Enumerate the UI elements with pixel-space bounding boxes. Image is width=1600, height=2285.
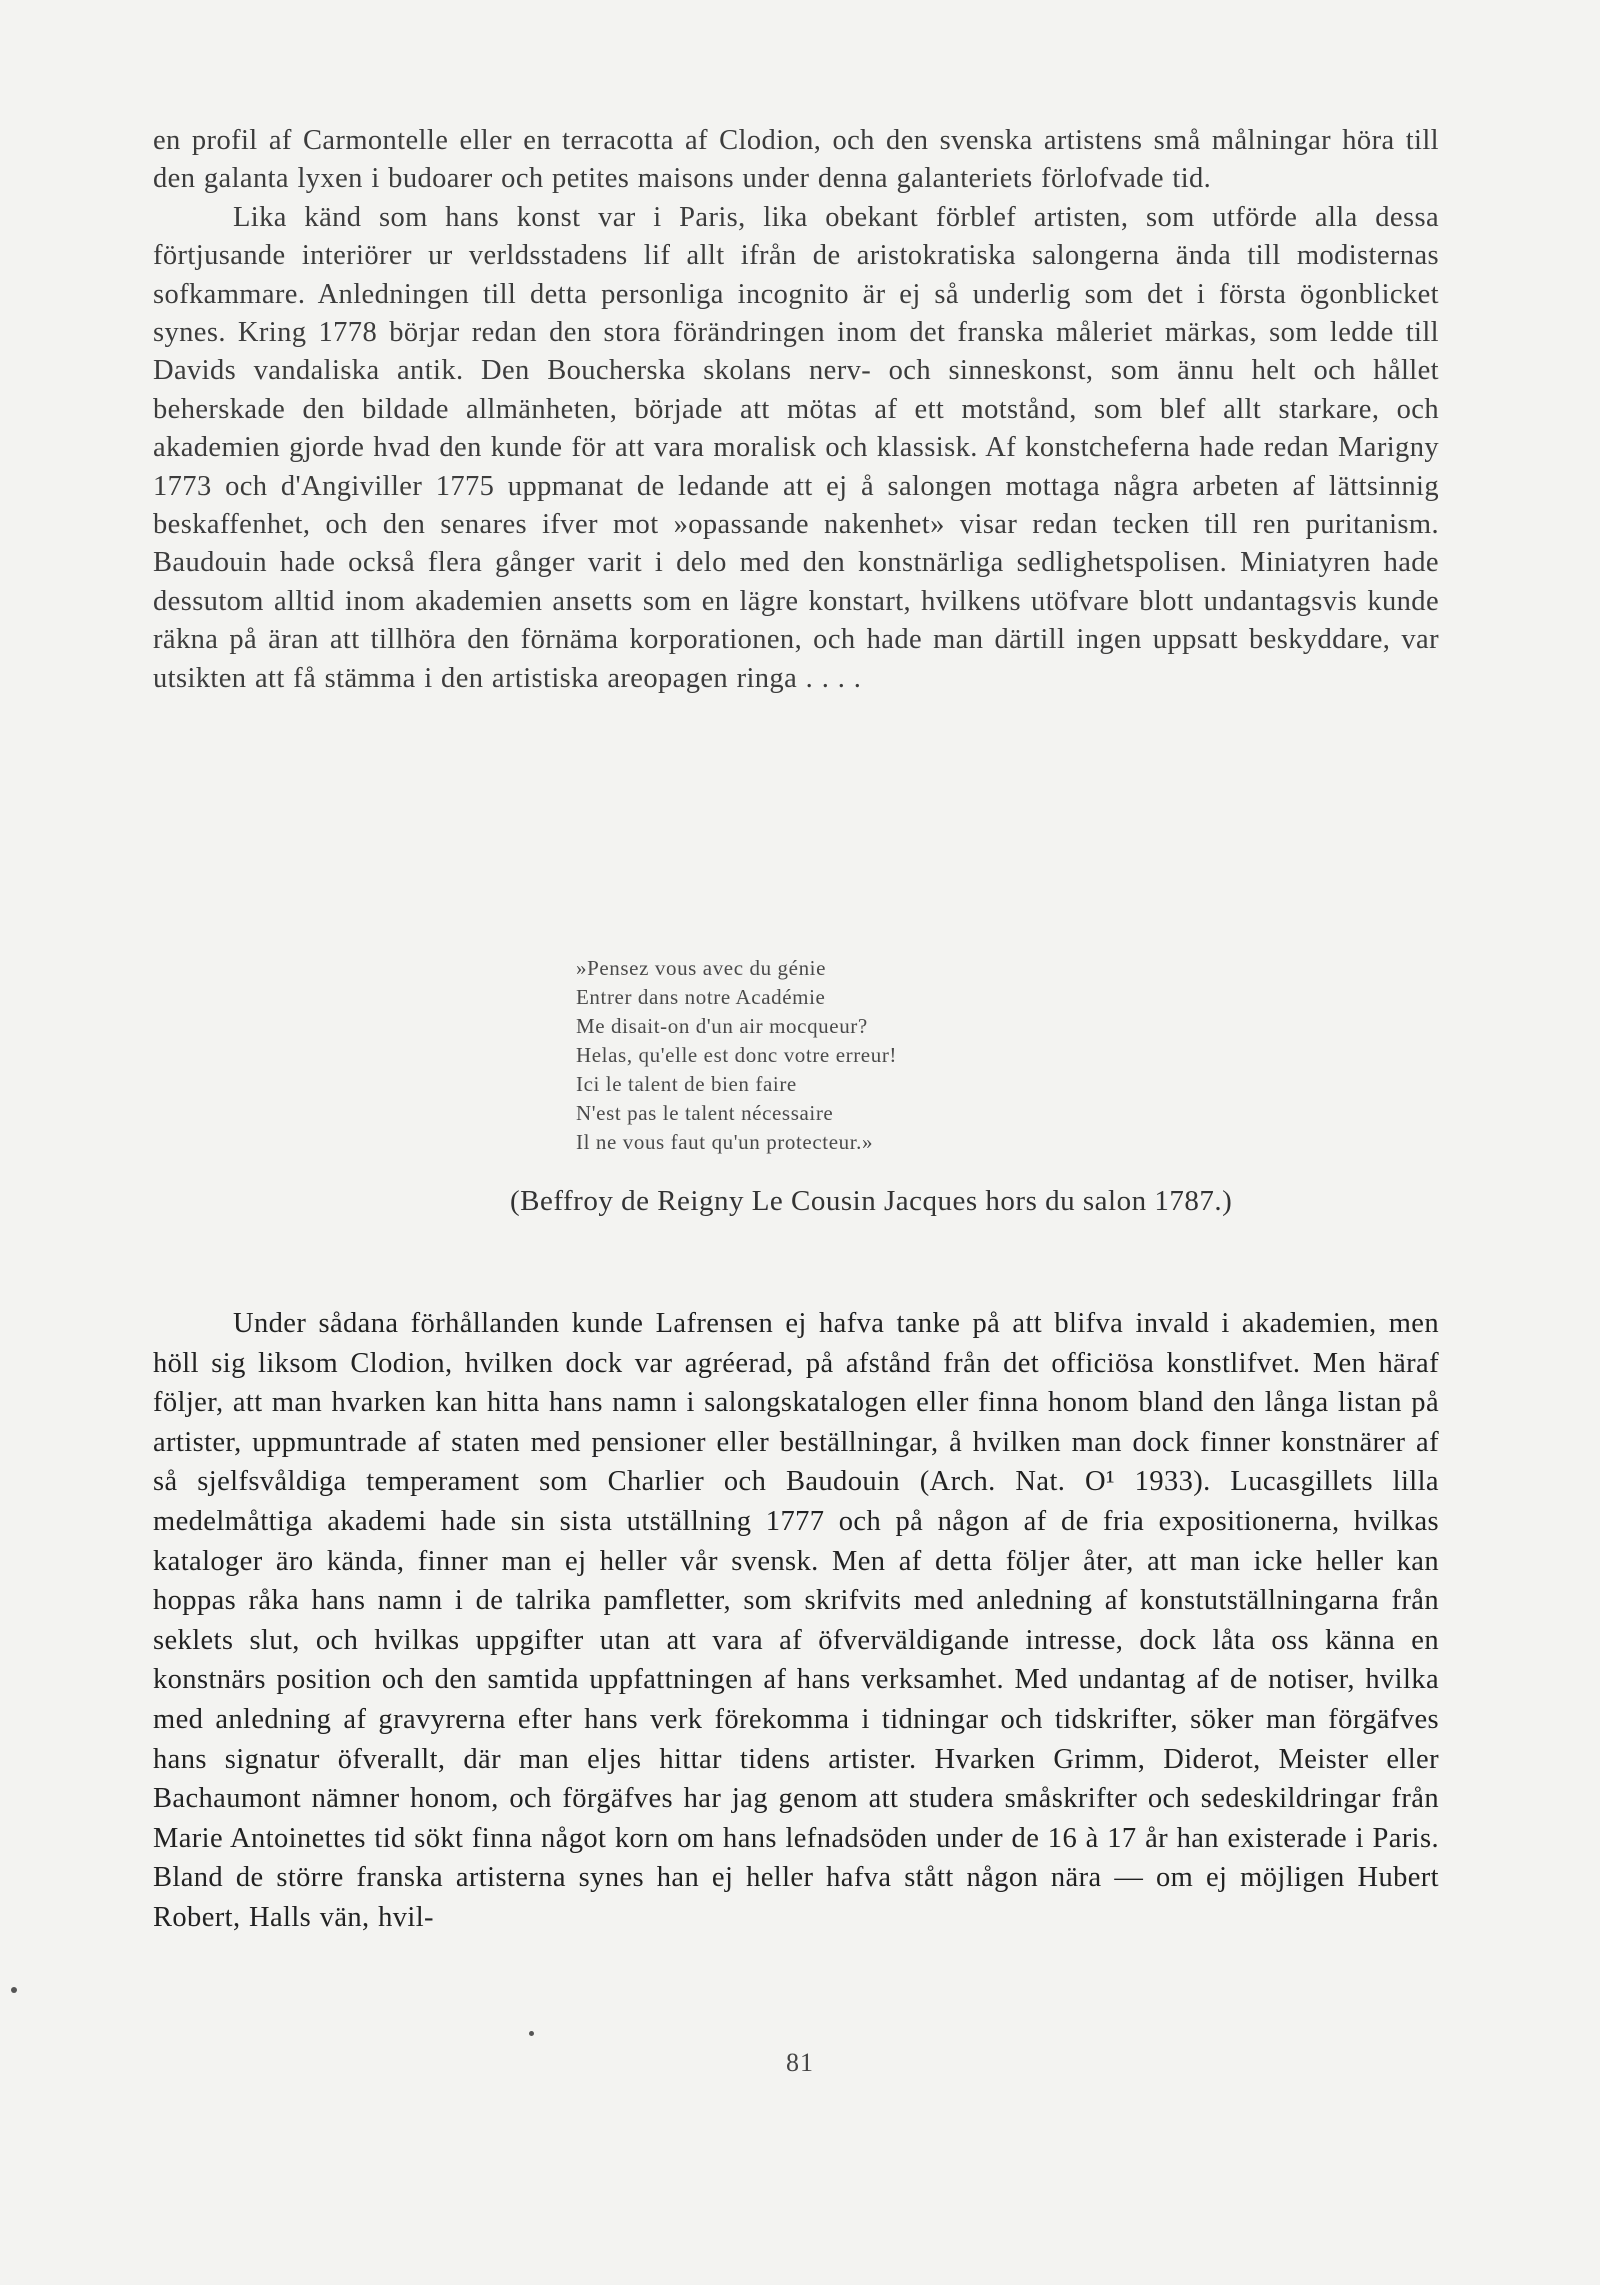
scan-speck xyxy=(529,2031,534,2036)
quoted-poem xyxy=(576,954,897,1157)
second-section xyxy=(153,1304,1439,1938)
page-content xyxy=(153,122,1439,1933)
paragraph-carryover: en profil af Carmontelle eller en terracotta af Clodion, och den svenska artistens små målningar höra till den galanta lyxen i budoarer och petites maisons under denna galanteriets förlofvade tid. xyxy=(153,125,1439,195)
poem-line: Me disait-on d'un air mocqueur? xyxy=(576,1014,868,1038)
poem-line: Il ne vous faut qu'un protecteur.» xyxy=(576,1130,874,1154)
poem-line: »Pensez vous avec du génie xyxy=(576,956,827,980)
paragraph-under-sadana: Under sådana förhållanden kunde Lafrensen ej hafva tanke på att blifva invald i akademien, men höll sig liksom Clodion, hvilken dock var agréerad, på afstånd från det officiösa konstlifvet. Men häraf följer, att man hvarken kan hitta hans namn i salongskatalogen eller finna honom bland den långa listan på artister, uppmuntrade af staten med pensioner eller beställningar, å hvilken man dock finner konstnärer af så sjelfsvåldiga temperament som Charlier och Baudouin (Arch. Nat. O¹ 1933). Lucasgillets lilla medelmåttiga akademi hade sin sista utställning 1777 och på någon af de fria expositionerna, hvilkas kataloger äro kända, finner man ej heller vår svensk. Men af detta följer åter, att man icke heller kan hoppas råka hans namn i de talrika pamfletter, som skrifvits med anledning af konstutställningarna från seklets slut, och hvilkas uppgifter utan att vara af öfverväldigande intresse, dock låta oss känna en konstnärs position och den samtida uppfattningen af hans verksamhet. Med undantag af de notiser, hvilka med anledning af gravyrerna efter hans verk förekomma i tidningar och tidskrifter, söker man förgäfves hans signatur öfverallt, där man eljes hittar tidens artister. Hvarken Grimm, Diderot, Meister eller Bachaumont nämner honom, och förgäfves har jag genom att studera småskrifter och sedeskildringar från Marie Antoinettes tid sökt finna något korn om hans lefnadsöden under de 16 à 17 år han existerade i Paris. Bland de större franska artisterna synes han ej heller hafva stått någon nära — om ej möjligen Hubert Robert, Halls vän, hvil- xyxy=(153,1308,1439,1933)
poem-line: Helas, qu'elle est donc votre erreur! xyxy=(576,1043,898,1067)
poem-attribution: (Beffroy de Reigny Le Cousin Jacques hors du salon 1787.) xyxy=(510,1185,1233,1217)
paragraph-lika-kand: Lika känd som hans konst var i Paris, lika obekant förblef artisten, som utförde alla dessa förtjusande interiörer ur verldsstadens lif allt ifrån de aristokratiska salongerna ända till modisternas sofkammare. Anledningen till detta personliga incognito är ej så underlig som det i första ögonblicket synes. Kring 1778 börjar redan den stora förändringen inom det franska måleriet märkas, som ledde till Davids vandaliska antik. Den Boucherska skolans nerv- och sinneskonst, som ännu helt och hållet beherskade den bildade allmänheten, började att mötas af ett motstånd, som blef allt starkare, och akademien gjorde hvad den kunde för att vara moralisk och klassisk. Af konstcheferna hade redan Marigny 1773 och d'Angiviller 1775 uppmanat de ledande att ej å salongen mottaga några arbeten af lättsinnig beskaffenhet, och den senares ifver mot »opassande nakenhet» visar redan tecken till ren puritanism. Baudouin hade också flera gånger varit i delo med den konstnärliga sedlighetspolisen. Miniatyren hade dessutom alltid inom akademien ansetts som en lägre konstart, hvilkens utöfvare blott undantagsvis kunde räkna på äran att tillhöra den förnäma korporationen, och hade man därtill ingen uppsatt beskyddare, var utsikten att få stämma i den artistiska areopagen ringa . . . . xyxy=(153,201,1439,694)
page-number: 81 xyxy=(786,2048,814,2077)
scan-speck xyxy=(11,1987,17,1993)
poem-line: Entrer dans notre Académie xyxy=(576,985,826,1009)
poem-line: Ici le talent de bien faire xyxy=(576,1072,797,1096)
poem-line: N'est pas le talent nécessaire xyxy=(576,1101,834,1125)
